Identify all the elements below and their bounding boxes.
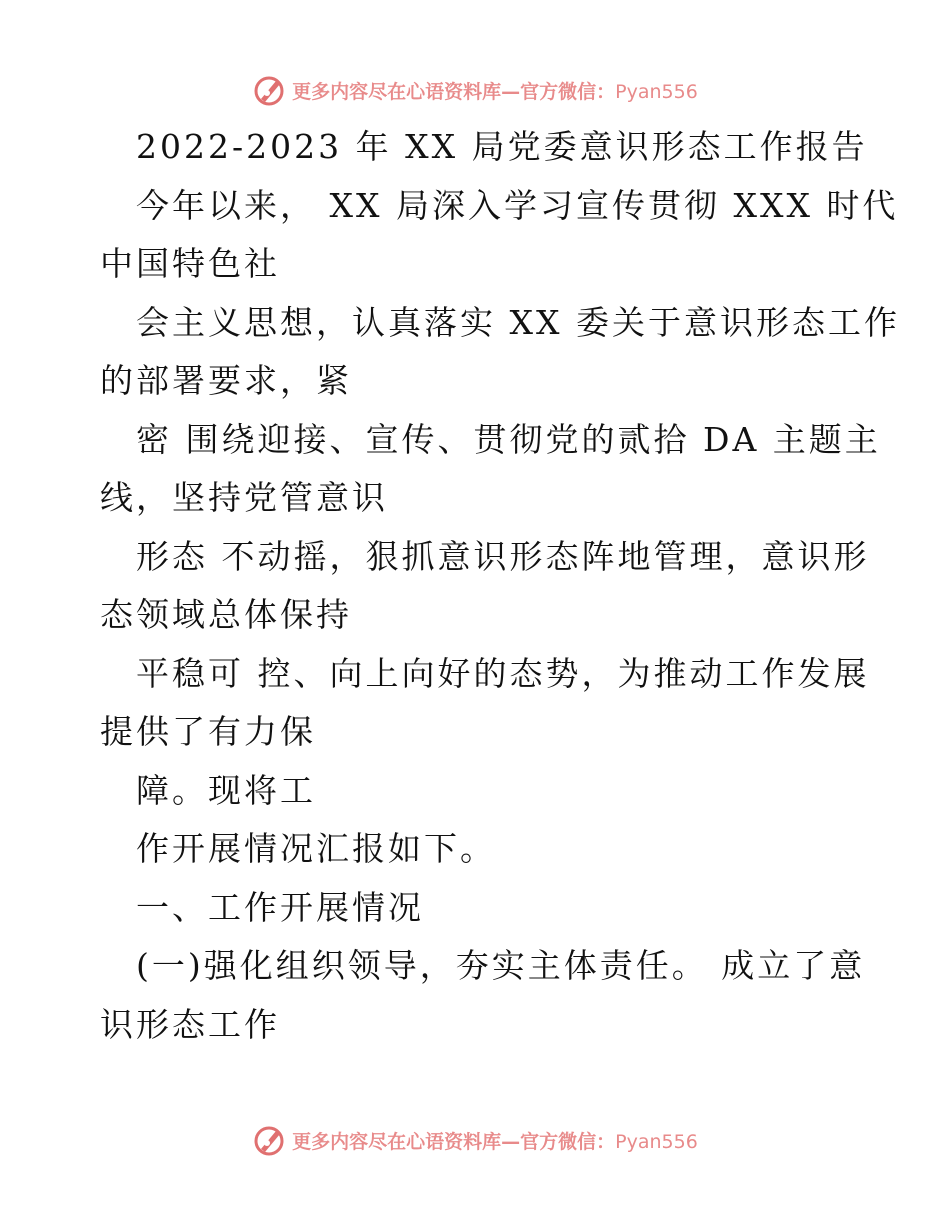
watermark-text: 更多内容尽在心语资料库—官方微信：Pyan556	[292, 1130, 698, 1153]
footer-watermark	[0, 1120, 950, 1160]
paragraph-line: 障。现将工	[136, 770, 316, 810]
paragraph-line: (一)强化组织领导，夯实主体责任。 成立了意	[136, 946, 866, 985]
paragraph-line: 线，坚持党管意识	[100, 478, 388, 517]
paragraph-line: 今年以来， XX 局深入学习宣传贯彻 XXX 时代	[136, 185, 899, 225]
paragraph-line: 作开展情况汇报如下。	[136, 829, 496, 868]
document-body	[100, 118, 900, 1054]
paragraph-line: 中国特色社	[100, 244, 280, 283]
paragraph-line: 密 围绕迎接、宣传、贯彻党的贰拾 DA 主题主	[136, 419, 881, 459]
paragraph-line: 一、工作开展情况	[136, 887, 424, 927]
paragraph-line: 提供了有力保	[100, 712, 316, 751]
pen-seal-icon	[252, 1123, 286, 1157]
paragraph-line: 的部署要求，紧	[100, 361, 352, 400]
document-title: 2022-2023 年 XX 局党委意识形态工作报告	[136, 127, 868, 166]
watermark-text: 更多内容尽在心语资料库—官方微信：Pyan556	[292, 80, 698, 103]
paragraph-line: 平稳可 控、向上向好的态势，为推动工作发展	[136, 653, 870, 693]
paragraph-line: 会主义思想，认真落实 XX 委关于意识形态工作	[136, 302, 900, 342]
paragraph-line: 识形态工作	[100, 1004, 280, 1044]
pen-seal-icon	[252, 73, 286, 107]
paragraph-line: 形态 不动摇，狠抓意识形态阵地管理，意识形	[136, 536, 870, 576]
header-watermark	[0, 70, 950, 110]
paragraph-line: 态领域总体保持	[100, 595, 352, 634]
